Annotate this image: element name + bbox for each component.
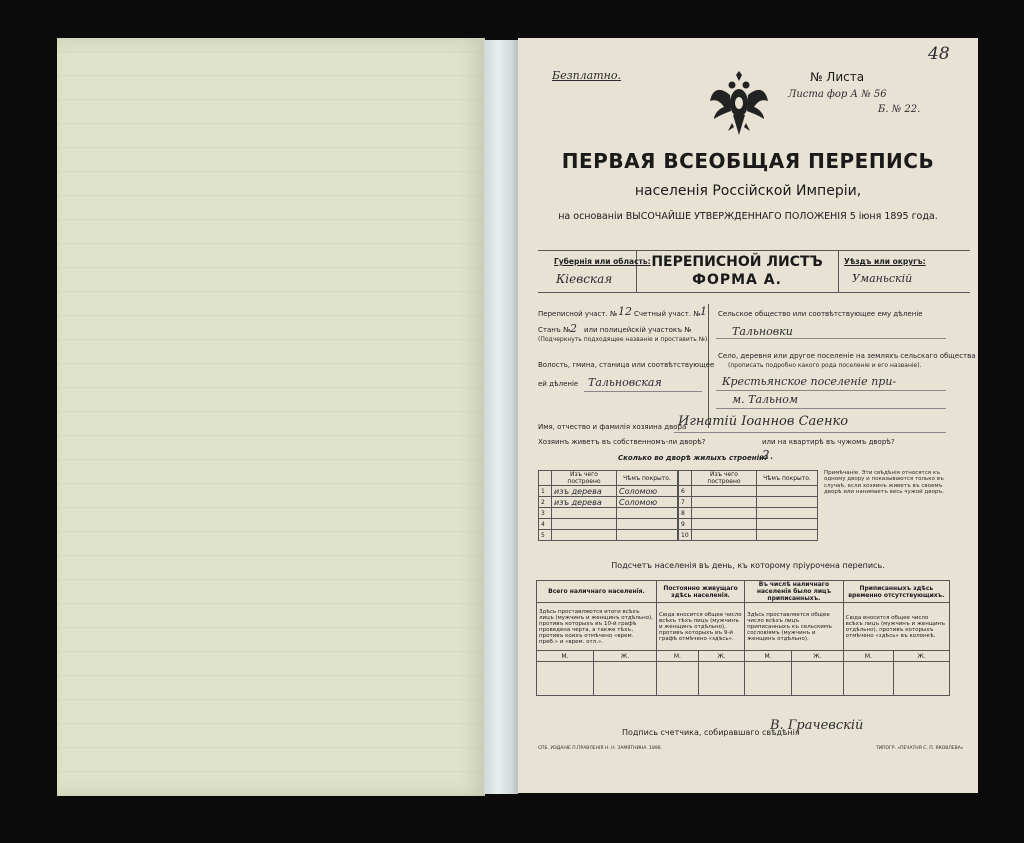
page-subtitle: населенія Россійской Имперіи, bbox=[634, 183, 862, 199]
buildings-label: Сколько во дворѣ жилыхъ строеній? bbox=[618, 454, 768, 462]
page-title: ПЕРВАЯ ВСЕОБЩАЯ ПЕРЕПИСЬ bbox=[561, 149, 935, 173]
province-label: Губернія или область: bbox=[554, 257, 651, 266]
table-row: 8 bbox=[679, 508, 818, 519]
population-count-table: Всего наличнаго населенія. Постоянно живущаго здѣсь населенія. Въ числѣ наличнаго населенія было лицъ приписанныхъ. Приписанныхъ здѣсь временно отсутствующихъ. Здѣсь проставляются итоги всѣхъ лицъ (мужчинъ и женщинъ отдѣльно), противъ которыхъ въ 10-й графѣ проведена черта, а также тѣхъ, противъ коихъ отмѣчено «врем. преб.» и «врем. отл.». Сюда вносится общее число всѣхъ тѣхъ лицъ (мужчинъ и женщинъ отдѣльно), противъ которыхъ въ 9-й графѣ отмѣчено «здѣсь». Здѣсь проставляется общее число всѣхъ лицъ приписанныхъ къ сельскимъ сословіямъ (мужчинъ и женщинъ отдѣльно). Сюда вносится общее число всѣхъ лицъ (мужчинъ и женщинъ отдѣльно), противъ которыхъ отмѣчено «здѣсь» въ колонкѣ. М. Ж. М. Ж. М. Ж. М. Ж. bbox=[536, 580, 950, 696]
table-row: 2 изъ дерева Соломою bbox=[539, 497, 678, 508]
buildings-note: Примѣчаніе. Эти свѣдѣнія относятся къ одному двору и показываются только въ случаѣ, если хозяинъ живетъ въ своемъ дворѣ или нанимаетъ весь чужой дворъ. bbox=[824, 470, 944, 495]
table-row: 1 изъ дерева Соломою bbox=[539, 486, 678, 497]
free-label: Безплатно. bbox=[552, 69, 622, 82]
settlement-value-2: м. Тальном bbox=[732, 393, 798, 406]
counter-section-value: 1 bbox=[700, 305, 707, 318]
camp-label: Станъ № bbox=[538, 326, 571, 334]
printer-right: ТИПОГР. «ПЕЧАТНЯ С. П. ЯКОВЛЕВА» bbox=[876, 746, 964, 751]
sheet-number-label: № Листа bbox=[810, 70, 865, 84]
camp-value: 2 bbox=[570, 322, 577, 335]
district-value: Уманьскій bbox=[852, 272, 913, 285]
regulation-basis: на основаніи ВЫСОЧАЙШЕ УТВЕРЖДЕННАГО ПОЛОЖЕНІЯ 5 іюня 1895 года. bbox=[558, 211, 938, 222]
printer-left: СПБ. ИЗДАНІЕ П.ПРАВЛЕНІЯ Н. Н. ЗАМЯТНИНА. 1896. bbox=[538, 746, 663, 751]
material-header: Изъ чего построено bbox=[552, 471, 617, 486]
settlement-label: Село, деревня или другое поселеніе на земляхъ сельскаго общества bbox=[718, 352, 976, 360]
left-blank-page bbox=[57, 38, 485, 796]
counter-signature: В. Грачевскій bbox=[770, 718, 864, 733]
other-yard-label: или на квартирѣ въ чужомъ дворѣ? bbox=[762, 438, 895, 446]
underline-note: (Подчеркнуть подходящее названіе и проставить №). bbox=[538, 336, 710, 343]
archive-number: 48 bbox=[928, 44, 950, 64]
signature-label: Подпись счетчика, собиравшаго свѣдѣнія bbox=[622, 728, 800, 737]
counter-section-label: Счетный участ. № bbox=[634, 310, 701, 318]
form-title: ПЕРЕПИСНОЙ ЛИСТЪ bbox=[651, 254, 823, 270]
society-value: Тальновки bbox=[732, 325, 793, 338]
volost-label-1: Волость, гмина, станица или соотвѣтствующее bbox=[538, 361, 715, 369]
province-value: Кіевская bbox=[556, 272, 613, 286]
form-subtitle: ФОРМА А. bbox=[692, 272, 782, 288]
settlement-note: (прописать подробно какого рода поселеніе и его названіе). bbox=[728, 362, 922, 369]
own-yard-label: Хозяинъ живетъ въ собственномъ-ли дворѣ? bbox=[538, 438, 706, 446]
buildings-table-right: Изъ чего построено Чѣмъ покрыто. 6 7 8 9 10 bbox=[678, 470, 818, 541]
table-row: 7 bbox=[679, 497, 818, 508]
archive-note-2: Б. № 22. bbox=[878, 104, 921, 115]
table-row: 9 bbox=[679, 519, 818, 530]
buildings-value: 2. bbox=[762, 448, 774, 462]
settlement-value-1: Крестьянское поселеніе при- bbox=[722, 375, 897, 388]
volost-value: Тальновская bbox=[588, 376, 662, 389]
district-label: Уѣздъ или округъ: bbox=[844, 257, 926, 266]
table-row: 3 bbox=[539, 508, 678, 519]
archive-note-1: Листа фор А № 56 bbox=[788, 89, 887, 100]
table-row: 10 bbox=[679, 530, 818, 541]
census-section-label: Переписной участ. № bbox=[538, 310, 618, 318]
table-row: 4 bbox=[539, 519, 678, 530]
owner-value: Игнатій Іоаннов Саенко bbox=[678, 414, 849, 429]
buildings-table-left bbox=[538, 470, 678, 541]
book-spine bbox=[484, 40, 518, 794]
police-label: или полицейскій участокъ № bbox=[584, 326, 692, 334]
census-section-value: 12 bbox=[618, 305, 632, 318]
roof-header: Чѣмъ покрыто. bbox=[617, 471, 678, 486]
census-form-page bbox=[518, 38, 978, 793]
imperial-eagle-emblem bbox=[708, 67, 770, 139]
volost-label-2: ей дѣленіе bbox=[538, 380, 579, 388]
owner-label: Имя, отчество и фамилія хозяина двора bbox=[538, 423, 687, 431]
table-row: 5 bbox=[539, 530, 678, 541]
society-label: Сельское общество или соотвѣтствующее ему дѣленіе bbox=[718, 310, 923, 318]
count-section-title: Подсчетъ населенія въ день, къ которому пріурочена перепись. bbox=[611, 561, 885, 570]
table-row: 6 bbox=[679, 486, 818, 497]
